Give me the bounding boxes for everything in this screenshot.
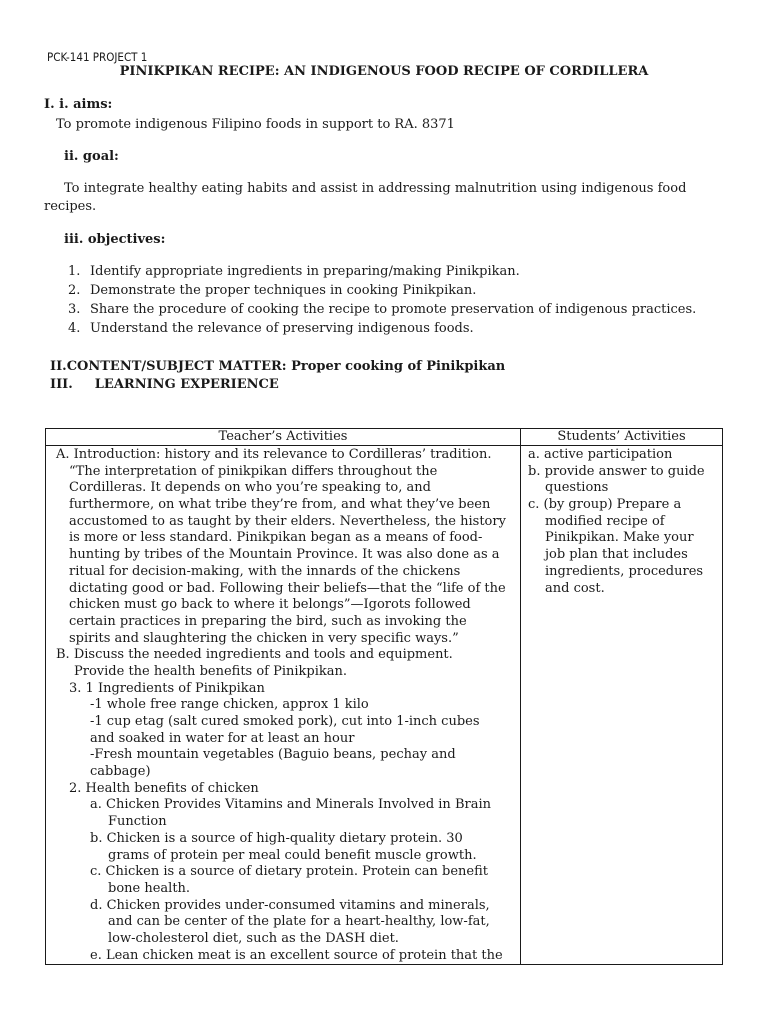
teacher-line: A. Introduction: history and its relevance to Cordilleras’ tradition. — [56, 447, 492, 462]
list-item: 3. Share the procedure of cooking the recipe to promote preservation of indigenous practices. — [68, 302, 697, 317]
objectives-heading: iii. objectives: — [64, 232, 166, 247]
teacher-line: furthermore, on what tribe they’re from, and what they’ve been — [69, 497, 491, 513]
teacher-line: bone health. — [108, 880, 191, 896]
student-line: questions — [545, 480, 609, 496]
teacher-line: and can be center of the plate for a heart-healthy, low-fat, — [108, 914, 490, 930]
list-item: 1. Identify appropriate ingredients in preparing/making Pinikpikan. — [68, 264, 520, 279]
list-item: 2. Demonstrate the proper techniques in cooking Pinikpikan. — [68, 283, 477, 298]
teacher-line: 3. 1 Ingredients of Pinikpikan — [69, 680, 265, 696]
student-line: modified recipe of — [545, 513, 665, 529]
teacher-line: c. Chicken is a source of dietary protein. Protein can benefit — [90, 864, 488, 880]
student-line: b. provide answer to guide — [528, 463, 705, 479]
teacher-line: B. Discuss the needed ingredients and tools and equipment. — [56, 647, 453, 663]
section-number: III. — [50, 377, 73, 392]
goal-text-line-1: To integrate healthy eating habits and assist in addressing malnutrition using indigenous food — [64, 181, 687, 196]
list-item: 4. Understand the relevance of preserving indigenous foods. — [68, 321, 474, 336]
content-text: Proper cooking of Pinikpikan — [291, 359, 506, 374]
student-line: Pinikpikan. Make your — [545, 530, 694, 546]
teacher-line: hunting by tribes of the Mountain Province. It was also done as a — [69, 547, 500, 563]
teacher-line: and soaked in water for at least an hour — [90, 730, 355, 746]
teacher-line: e. Lean chicken meat is an excellent source of protein that the — [90, 947, 503, 963]
teacher-line: -Fresh mountain vegetables (Baguio beans, pechay and — [90, 747, 456, 763]
learning-experience-heading — [50, 377, 279, 393]
aims-text: To promote indigenous Filipino foods in support to RA. 8371 — [56, 117, 455, 132]
goal-heading: ii. goal: — [64, 149, 119, 164]
table-row — [46, 446, 723, 965]
teacher-line: Provide the health benefits of Pinikpikan. — [74, 663, 348, 679]
teacher-line: low-cholesterol diet, such as the DASH diet. — [108, 930, 399, 946]
table-header-row — [46, 429, 723, 446]
content-label: II.CONTENT/SUBJECT MATTER: — [50, 359, 287, 374]
teacher-line: b. Chicken is a source of high-quality dietary protein. 30 — [90, 830, 463, 846]
course-code: PCK-141 PROJECT 1 — [47, 50, 148, 64]
teacher-line: certain practices in preparing the bird, such as invoking the — [69, 613, 467, 629]
aims-heading: I. i. aims: — [44, 97, 113, 112]
teacher-line: d. Chicken provides under-consumed vitamins and minerals, — [90, 897, 490, 913]
teacher-line: a. Chicken Provides Vitamins and Minerals Involved in Brain — [90, 797, 491, 813]
teacher-line: dictating good or bad. Following their beliefs—that the “life of the — [69, 580, 506, 596]
teacher-line: -1 cup etag (salt cured smoked pork), cut into 1-inch cubes — [90, 714, 480, 729]
teacher-line: grams of protein per meal could benefit muscle growth. — [108, 847, 477, 863]
student-line: a. active participation — [528, 447, 673, 462]
goal-text-line-2: recipes. — [44, 199, 97, 214]
document-title: PINIKPIKAN RECIPE: AN INDIGENOUS FOOD RECIPE OF CORDILLERA — [119, 64, 649, 79]
teacher-line: 2. Health benefits of chicken — [69, 780, 259, 796]
teacher-line: is more or less standard. Pinikpikan began as a means of food- — [69, 530, 483, 546]
teacher-line: “The interpretation of pinikpikan differs throughout the — [69, 463, 438, 479]
teacher-line: cabbage) — [90, 764, 151, 780]
teacher-line: Function — [108, 814, 167, 830]
student-line: job plan that includes — [545, 547, 688, 563]
teacher-activities-header: Teacher’s Activities — [46, 429, 521, 446]
teacher-line: spirits and slaughtering the chicken in very specific ways.” — [69, 630, 459, 646]
student-line: ingredients, procedures — [545, 563, 704, 579]
student-line: and cost. — [545, 580, 605, 596]
objectives-list — [68, 262, 696, 338]
teacher-line: ritual for decision-making, with the innards of the chickens — [69, 563, 461, 579]
teacher-line: chicken must go back to where it belongs”—Igorots followed — [69, 597, 471, 613]
teacher-line: accustomed to as taught by their elders. Nevertheless, the history — [69, 513, 506, 529]
student-line: c. (by group) Prepare a — [528, 497, 682, 513]
teacher-activities-cell — [46, 446, 521, 965]
students-activities-cell — [521, 446, 723, 965]
activities-table — [45, 428, 723, 965]
teacher-line: -1 whole free range chicken, approx 1 kilo — [90, 697, 369, 713]
content-subject-matter — [50, 359, 505, 375]
section-text: LEARNING EXPERIENCE — [94, 377, 279, 392]
teacher-line: Cordilleras. It depends on who you’re speaking to, and — [69, 480, 431, 496]
students-activities-header: Students’ Activities — [521, 429, 723, 446]
